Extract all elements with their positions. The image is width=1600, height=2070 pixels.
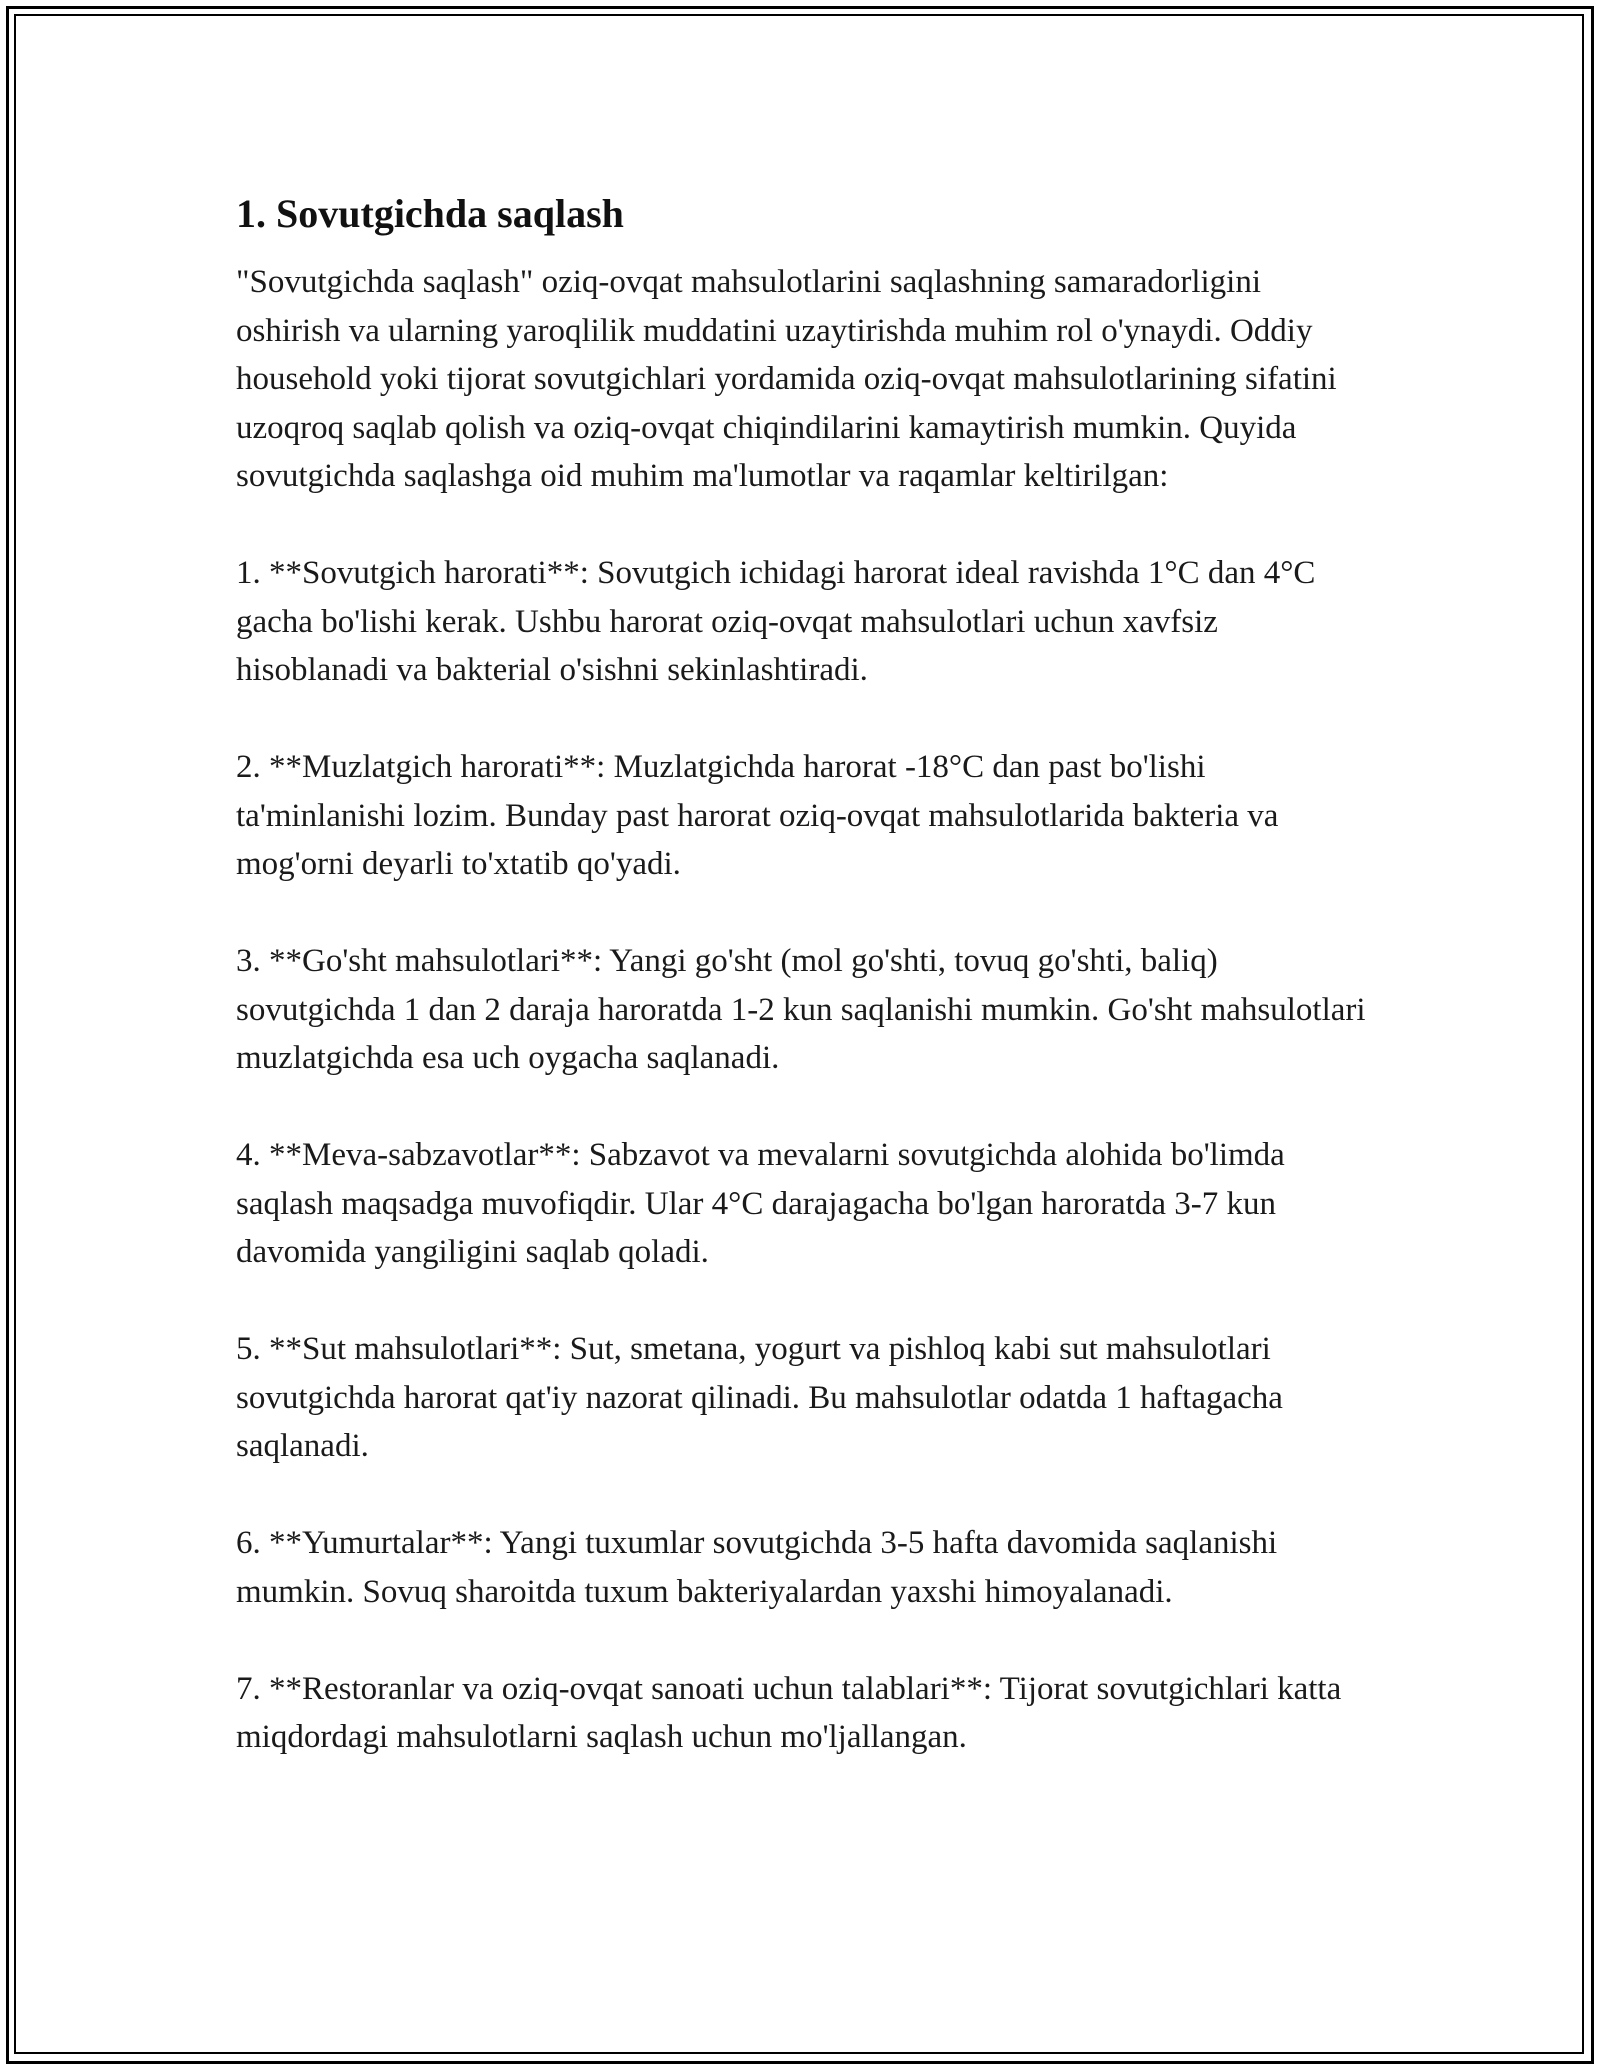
list-item-meat-products: 3. **Go'sht mahsulotlari**: Yangi go'sht (mol go'shti, tovuq go'shti, baliq) sovutgichda 1 dan 2 daraja haroratda 1-2 kun saqlanishi mumkin. Go'sht mahsulotlari muzlatgichda esa uch oygacha saqlanadi. [236, 943, 1366, 1076]
intro-paragraph: "Sovutgichda saqlash" oziq-ovqat mahsulotlarini saqlashning samaradorligini oshirish va ularning yaroqlilik muddatini uzaytirishda muhim rol o'ynaydi. Oddiy household yoki tijorat sovutgichlari yordamida oziq-ovqat mahsulotlarining sifatini uzoqroq saqlab qolish va oziq-ovqat chiqindilarini kamaytirish mumkin. Quyida sovutgichda saqlashga oid muhim ma'lumotlar va raqamlar keltirilgan: [236, 264, 1337, 494]
list-item-fruits-vegetables: 4. **Meva-sabzavotlar**: Sabzavot va mevalarni sovutgichda alohida bo'limda saqlash maqsadga muvofiqdir. Ular 4°C darajagacha bo'lgan haroratda 3-7 kun davomida yangiligini saqlab qoladi. [236, 1137, 1285, 1270]
list-item-eggs: 6. **Yumurtalar**: Yangi tuxumlar sovutgichda 3-5 hafta davomida saqlanishi mumkin. Sovuq sharoitda tuxum bakteriyalardan yaxshi himoyalanadi. [236, 1525, 1278, 1610]
list-item-restaurant-requirements: 7. **Restoranlar va oziq-ovqat sanoati uchun talablari**: Tijorat sovutgichlari katta miqdordagi mahsulotlarni saqlash uchun mo'ljallangan. [236, 1670, 1342, 1755]
list-item-fridge-temperature: 1. **Sovutgich harorati**: Sovutgich ichidagi harorat ideal ravishda 1°C dan 4°C gacha bo'lishi kerak. Ushbu harorat oziq-ovqat mahsulotlari uchun xavfsiz hisoblanadi va bakterial o'sishni sekinlashtiradi. [236, 555, 1316, 688]
list-item-dairy-products: 5. **Sut mahsulotlari**: Sut, smetana, yogurt va pishloq kabi sut mahsulotlari sovutgichda harorat qat'iy nazorat qilinadi. Bu mahsulotlar odatda 1 haftagacha saqlanadi. [236, 1331, 1283, 1464]
list-item-freezer-temperature: 2. **Muzlatgich harorati**: Muzlatgichda harorat -18°C dan past bo'lishi ta'minlanishi lozim. Bunday past harorat oziq-ovqat mahsulotlarida bakteria va mog'orni deyarli to'xtatib qo'yadi. [236, 749, 1279, 882]
section-heading: 1. Sovutgichda saqlash [236, 191, 624, 236]
document-body [236, 184, 1366, 1762]
